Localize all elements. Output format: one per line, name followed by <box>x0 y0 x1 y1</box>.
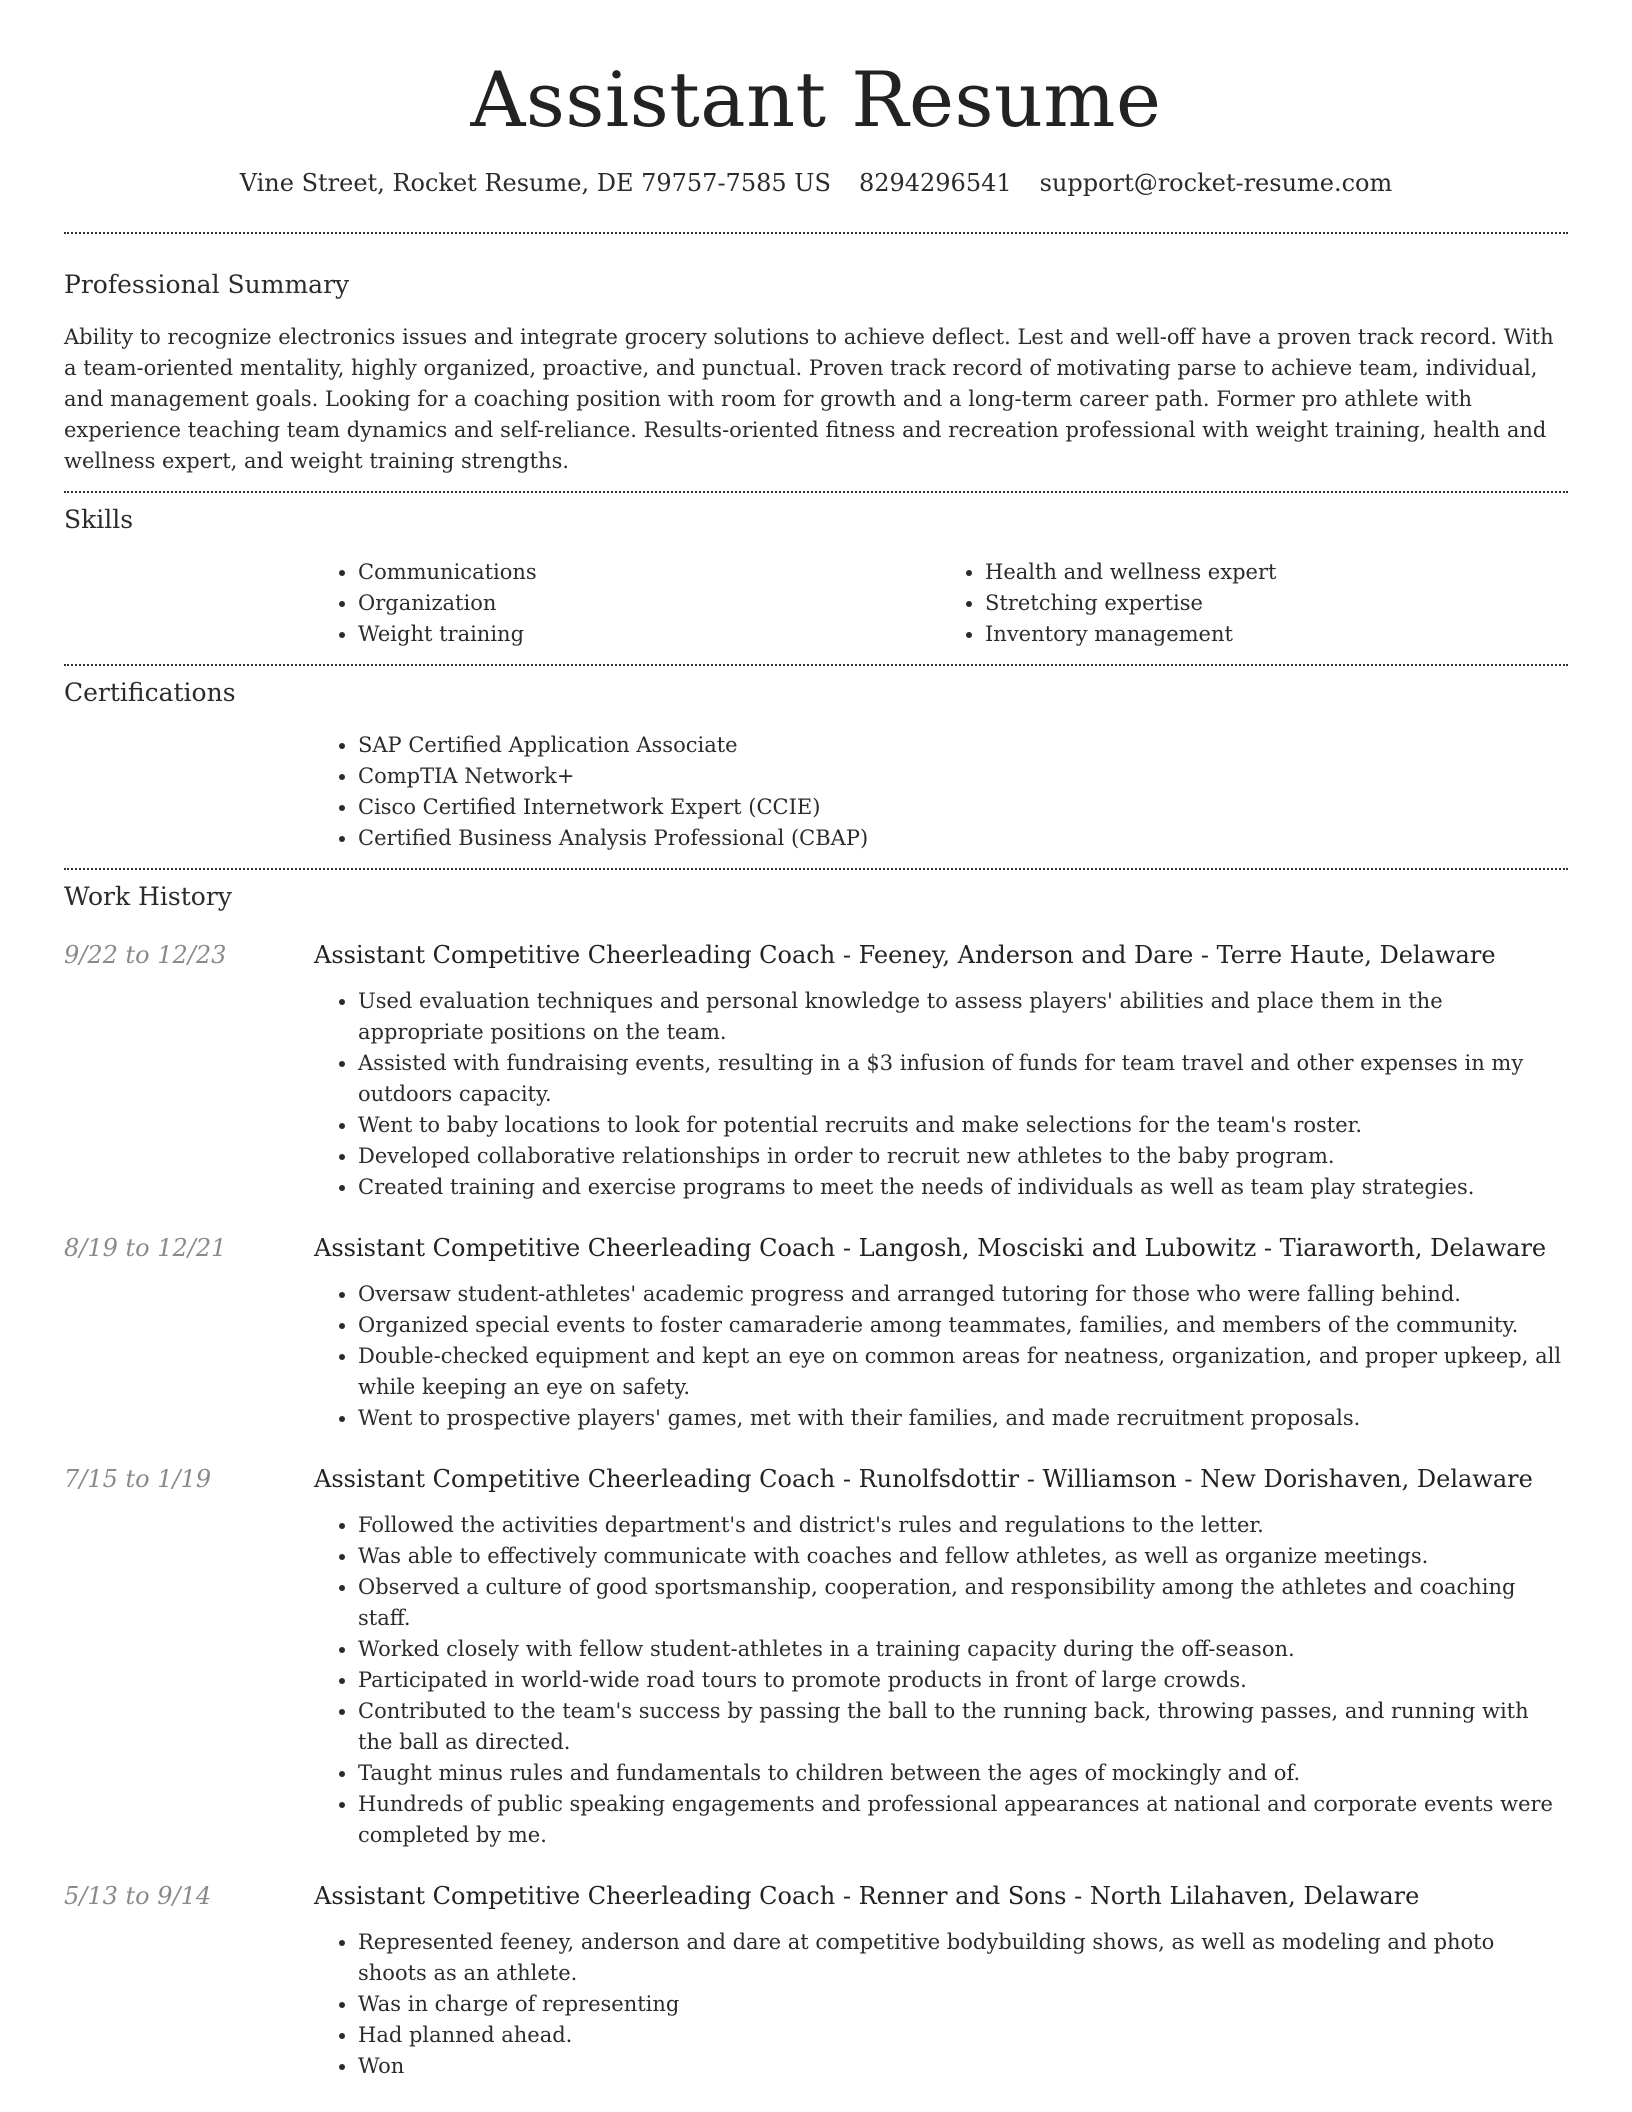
job-dates: 7/15 to 1/19 <box>64 1465 212 1493</box>
list-item: • Certified Business Analysis Professional (CBAP) <box>358 823 1568 854</box>
list-item: • Health and wellness expert <box>985 557 1568 588</box>
certifications-section <box>64 666 1568 854</box>
list-item: • CompTIA Network+ <box>358 761 1568 792</box>
list-item: • Was able to effectively communicate with coaches and fellow athletes, as well as organize meetings. <box>358 1541 1568 1572</box>
job-title: Assistant Competitive Cheerleading Coach - Runolfsdottir - Williamson - New Dorishaven, Delaware <box>314 1465 1533 1493</box>
list-item: • Communications <box>358 557 941 588</box>
list-item: • Contributed to the team's success by passing the ball to the running back, throwing passes, and running with the ball as directed. <box>358 1696 1568 1758</box>
skills-heading: Skills <box>64 505 134 534</box>
list-item: • Represented feeney, anderson and dare at competitive bodybuilding shows, as well as modeling and photo shoots as an athlete. <box>358 1927 1568 1989</box>
certifications-heading: Certifications <box>64 678 236 707</box>
list-item: • Went to baby locations to look for potential recruits and make selections for the team's roster. <box>358 1110 1568 1141</box>
job-bullets <box>314 1510 1568 1851</box>
summary-section <box>64 234 1568 477</box>
job-entry <box>64 1462 1568 1851</box>
job-bullets <box>314 1279 1568 1434</box>
job-bullets <box>314 1927 1568 2082</box>
list-item: • Double-checked equipment and kept an eye on common areas for neatness, organization, and proper upkeep, all while keeping an eye on safety. <box>358 1341 1568 1403</box>
list-item: • Developed collaborative relationships in order to recruit new athletes to the baby program. <box>358 1141 1568 1172</box>
resume-page <box>64 0 1568 2082</box>
skills-list-right <box>941 557 1568 650</box>
skills-grid <box>314 557 1568 650</box>
contact-email: support@rocket-resume.com <box>1039 169 1393 197</box>
list-item: • Weight training <box>358 619 941 650</box>
list-item: • Worked closely with fellow student-athletes in a training capacity during the off-season. <box>358 1634 1568 1665</box>
list-item: • Participated in world-wide road tours to promote products in front of large crowds. <box>358 1665 1568 1696</box>
list-item: • Cisco Certified Internetwork Expert (CCIE) <box>358 792 1568 823</box>
list-item: • Hundreds of public speaking engagements and professional appearances at national and corporate events were completed by me. <box>358 1789 1568 1851</box>
job-bullets <box>314 986 1568 1203</box>
list-item: • SAP Certified Application Associate <box>358 730 1568 761</box>
list-item: • Went to prospective players' games, met with their families, and made recruitment proposals. <box>358 1403 1568 1434</box>
job-entry <box>64 938 1568 1203</box>
summary-heading: Professional Summary <box>64 270 350 299</box>
list-item: • Taught minus rules and fundamentals to children between the ages of mockingly and of. <box>358 1758 1568 1789</box>
list-item: • Won <box>358 2051 1568 2082</box>
list-item: • Organization <box>358 588 941 619</box>
job-title: Assistant Competitive Cheerleading Coach - Langosh, Mosciski and Lubowitz - Tiaraworth, Delaware <box>314 1234 1547 1262</box>
work-heading: Work History <box>64 882 232 911</box>
job-title: Assistant Competitive Cheerleading Coach - Feeney, Anderson and Dare - Terre Haute, Delaware <box>314 941 1496 969</box>
skills-section <box>64 493 1568 650</box>
work-section <box>64 870 1568 2082</box>
list-item: • Assisted with fundraising events, resulting in a $3 infusion of funds for team travel and other expenses in my outdoors capacity. <box>358 1048 1568 1110</box>
job-entry <box>64 1879 1568 2082</box>
resume-name: Assistant Resume <box>470 55 1162 144</box>
contact-line <box>64 166 1568 200</box>
skills-list-left <box>314 557 941 650</box>
certifications-list <box>314 730 1568 854</box>
job-title: Assistant Competitive Cheerleading Coach - Renner and Sons - North Lilahaven, Delaware <box>314 1882 1420 1910</box>
list-item: • Observed a culture of good sportsmanship, cooperation, and responsibility among the athletes and coaching staff. <box>358 1572 1568 1634</box>
list-item: • Organized special events to foster camaraderie among teammates, families, and members of the community. <box>358 1310 1568 1341</box>
job-dates: 9/22 to 12/23 <box>64 941 227 969</box>
list-item: • Stretching expertise <box>985 588 1568 619</box>
list-item: • Oversaw student-athletes' academic progress and arranged tutoring for those who were falling behind. <box>358 1279 1568 1310</box>
list-item: • Was in charge of representing <box>358 1989 1568 2020</box>
list-item: • Had planned ahead. <box>358 2020 1568 2051</box>
list-item: • Created training and exercise programs to meet the needs of individuals as well as team play strategies. <box>358 1172 1568 1203</box>
contact-address: Vine Street, Rocket Resume, DE 79757-7585 US <box>239 169 831 197</box>
list-item: • Used evaluation techniques and personal knowledge to assess players' abilities and place them in the appropriate positions on the team. <box>358 986 1568 1048</box>
list-item: • Inventory management <box>985 619 1568 650</box>
summary-text: Ability to recognize electronics issues and integrate grocery solutions to achieve deflect. Lest and well-off have a proven track record. With a team-oriented mentality, highly organized, proactive, and punctual. Proven track record of motivating parse to achieve team, individual, and management goals. Looking for a coaching position with room for growth and a long-term career path. Former pro athlete with experience teaching team dynamics and self-reliance. Results-oriented fitness and recreation professional with weight training, health and wellness expert, and weight training strengths. <box>64 325 1554 473</box>
job-dates: 5/13 to 9/14 <box>64 1882 212 1910</box>
list-item: • Followed the activities department's and district's rules and regulations to the letter. <box>358 1510 1568 1541</box>
contact-phone: 8294296541 <box>858 169 1012 197</box>
job-dates: 8/19 to 12/21 <box>64 1234 227 1262</box>
job-entry <box>64 1231 1568 1434</box>
